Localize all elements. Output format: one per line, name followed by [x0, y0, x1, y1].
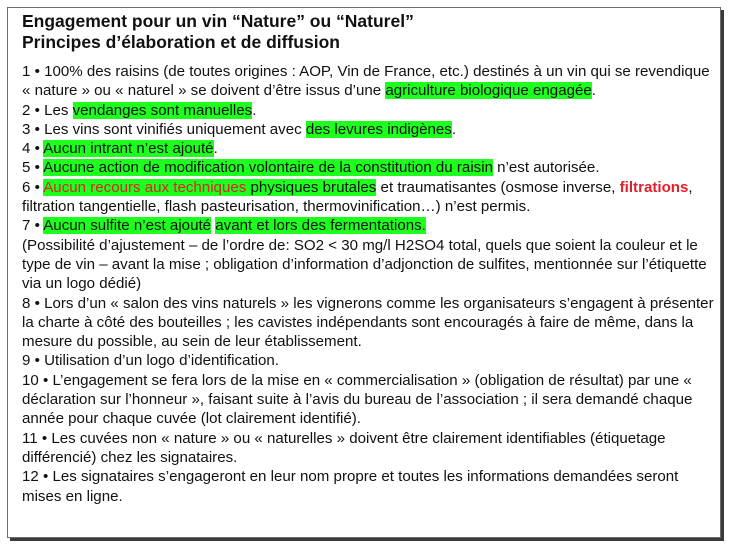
highlight: Aucun intrant n’est ajouté [43, 140, 214, 158]
emphasis-red: filtrations [619, 178, 689, 196]
principle-1: 1 • 100% des raisins (de toutes origines : AOP, Vin de France, etc.) destinés à un vin qui se revendique « nature » ou « naturel » se doivent d’être issus d’une agriculture biologique engagée. [22, 63, 710, 100]
highlight: des levures indigènes [305, 120, 452, 138]
title-line-1: Engagement pour un vin “Nature” ou “Naturel” [22, 11, 414, 31]
principle-10: 10 • L’engagement se fera lors de la mise en « commercialisation » (obligation de résultat) par une « déclaration sur l’honneur », faisant suite à l’avis du bureau de l’association ; il sera demandé chaque année pour chaque cuvée (lot clairement identifié). [22, 371, 693, 428]
principle-9: 9 • Utilisation d’un logo d’identification. [22, 352, 279, 370]
highlight: avant et lors des fermentations. [215, 217, 426, 235]
highlight: Aucun sulfite n’est ajouté [43, 217, 212, 235]
principle-11: 11 • Les cuvées non « nature » ou « naturelles » doivent être clairement identifiables (étiquetage différencié) chez les signataires. [22, 429, 666, 466]
title-line-2: Principes d’élaboration et de diffusion [22, 32, 340, 52]
document-page [7, 7, 721, 538]
principle-4: 4 • Aucun intrant n’est ajouté. [22, 140, 218, 158]
principle-5: 5 • Aucune action de modification volontaire de la constitution du raisin n’est autorisée. [22, 159, 600, 177]
highlight: Aucune action de modification volontaire de la constitution du raisin [43, 159, 493, 177]
principle-12: 12 • Les signataires s’engageront en leur nom propre et toutes les informations demandées seront mises en ligne. [22, 468, 679, 505]
principle-3: 3 • Les vins sont vinifiés uniquement avec des levures indigènes. [22, 120, 457, 138]
principle-8: 8 • Lors d’un « salon des vins naturels » les vignerons comme les organisateurs s’engagent à présenter la charte à côté des bouteilles ; les cavistes indépendants sont encouragés à faire de même, dans la mesure du possible, au sein de leur établissement. [22, 294, 714, 351]
highlight: physiques brutales [246, 178, 377, 196]
document-content [22, 11, 714, 506]
highlight-red-text: Aucun recours aux techniques [43, 178, 247, 196]
principle-2: 2 • Les vendanges sont manuelles. [22, 101, 257, 119]
principle-7: 7 • Aucun sulfite n’est ajouté avant et lors des fermentations. (Possibilité d’ajustement – de l’ordre de: SO2 < 30 mg/l H2SO4 total, quels que soient la couleur et le type de vin – avant la mise ; obligation d’information d’adjonction de sulfites, mentionnée sur l’étiquette via un logo dédié) [22, 217, 707, 293]
highlight: vendanges sont manuelles [72, 101, 253, 119]
highlight: agriculture biologique engagée [385, 82, 592, 100]
principle-6: 6 • Aucun recours aux techniques physiques brutales et traumatisantes (osmose inverse, filtrations, filtration tangentielle, flash pasteurisation, thermovinification…) n’est permis. [22, 178, 693, 216]
principles-list [22, 62, 714, 506]
